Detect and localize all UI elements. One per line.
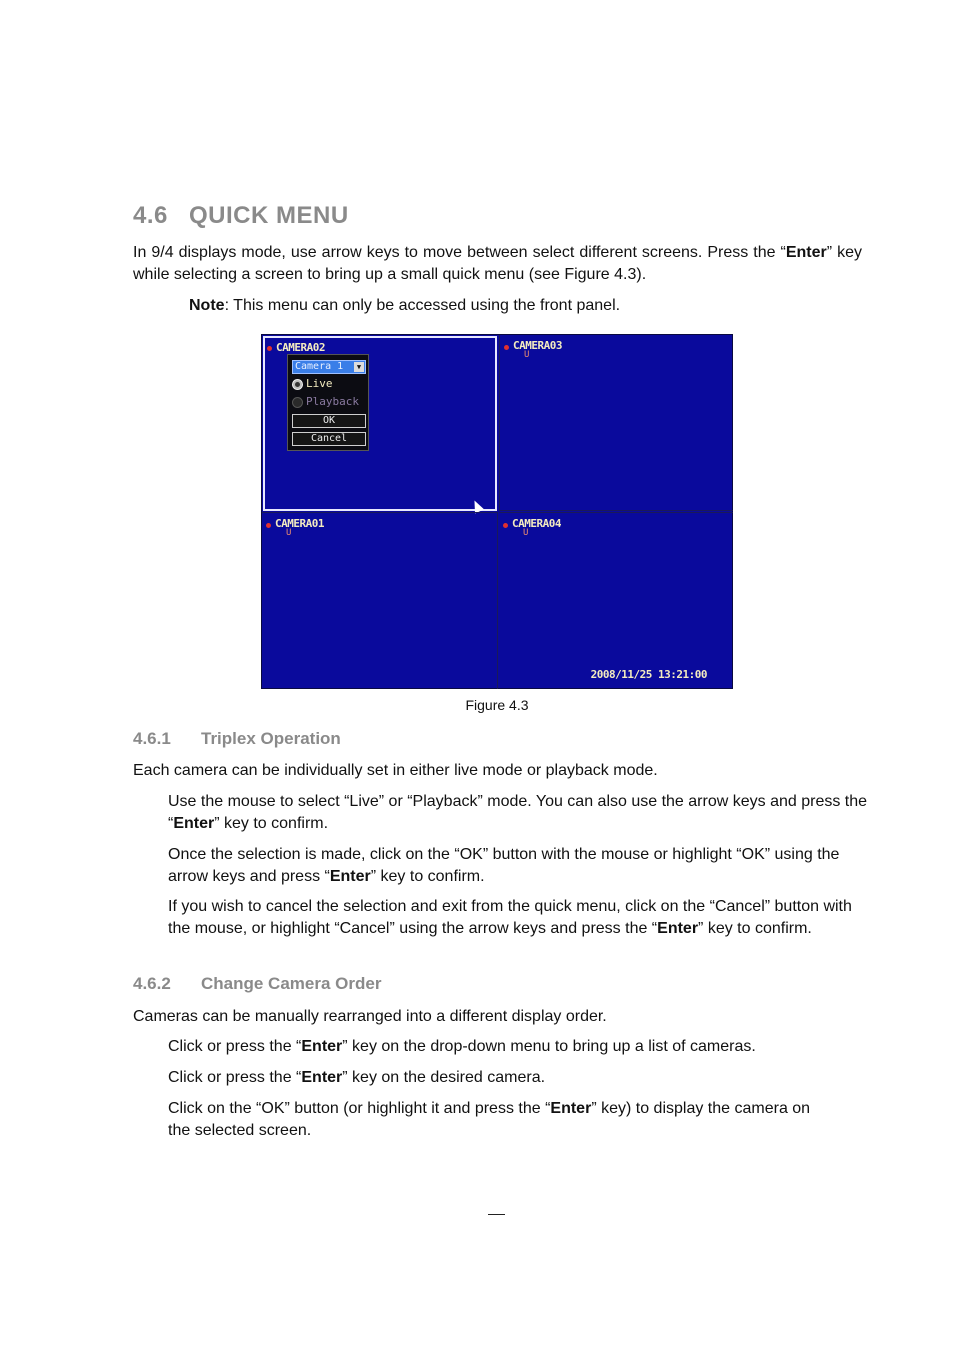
list-item: Click or press the “Enter” key on the drop-down menu to bring up a list of cameras. bbox=[168, 1038, 756, 1055]
camera-select[interactable]: Camera 1 ▼ bbox=[292, 360, 366, 374]
section-title: QUICK MENU bbox=[189, 202, 349, 229]
triplex-lead: Each camera can be individually set in either live mode or playback mode. bbox=[133, 762, 658, 779]
radio-live[interactable] bbox=[292, 379, 303, 390]
cancel-button[interactable]: Cancel bbox=[292, 432, 366, 446]
option-playback-label: Playback bbox=[306, 395, 359, 408]
section-heading bbox=[133, 202, 349, 230]
camera-pane-bottom-right[interactable] bbox=[499, 512, 733, 689]
subsection-heading-camera-order: 4.6.2 Change Camera Order bbox=[133, 974, 382, 993]
u-marker: U bbox=[524, 350, 530, 360]
record-indicator-icon bbox=[504, 345, 509, 350]
record-indicator-icon bbox=[267, 346, 272, 351]
subsection-heading-triplex: 4.6.1 Triplex Operation bbox=[133, 729, 341, 748]
intro-paragraph: In 9/4 displays mode, use arrow keys to move between select different screens. Press the “Enter” key while selecting a screen to bring up a small quick menu (see Figure 4.3). bbox=[133, 244, 862, 283]
camera-label: CAMERA04 bbox=[512, 517, 561, 530]
list-item: Click or press the “Enter” key on the desired camera. bbox=[168, 1069, 546, 1086]
dvr-screen-figure bbox=[261, 334, 733, 689]
u-marker: U bbox=[286, 528, 292, 538]
record-indicator-icon bbox=[503, 523, 508, 528]
u-marker: U bbox=[523, 528, 529, 538]
option-live-label: Live bbox=[306, 377, 333, 390]
section-number: 4.6 bbox=[133, 202, 168, 229]
chevron-down-icon[interactable]: ▼ bbox=[354, 362, 364, 372]
camera-label: CAMERA02 bbox=[276, 341, 325, 354]
camera-pane-bottom-left[interactable] bbox=[262, 512, 498, 689]
timestamp: 2008/11/25 13:21:00 bbox=[590, 668, 707, 681]
list-item: If you wish to cancel the selection and exit from the quick menu, click on the “Cancel” button with the mouse, or highlight “Cancel” using the arrow keys and press the “Enter” key to confirm. bbox=[168, 898, 852, 937]
camera-label: CAMERA03 bbox=[513, 339, 562, 352]
list-item: Click on the “OK” button (or highlight it and press the “Enter” key) to display the camera on the selected screen. bbox=[168, 1100, 811, 1139]
quick-menu bbox=[287, 354, 369, 451]
footer-divider bbox=[488, 1214, 505, 1215]
camera-order-lead: Cameras can be manually rearranged into a different display order. bbox=[133, 1008, 607, 1025]
camera-pane-top-right[interactable] bbox=[499, 335, 733, 511]
note: Note: This menu can only be accessed using the front panel. bbox=[189, 297, 621, 314]
ok-button[interactable]: OK bbox=[292, 414, 366, 428]
record-indicator-icon bbox=[266, 523, 271, 528]
camera-label: CAMERA01 bbox=[275, 517, 324, 530]
camera-pane-top-left[interactable] bbox=[263, 336, 497, 511]
list-item: Once the selection is made, click on the “OK” button with the mouse or highlight “OK” using the arrow keys and press “Enter” key to confirm. bbox=[168, 846, 840, 885]
radio-playback[interactable] bbox=[292, 397, 303, 408]
figure-caption: Figure 4.3 bbox=[465, 697, 529, 713]
list-item: Use the mouse to select “Live” or “Playback” mode. You can also use the arrow keys and press the “Enter” key to confirm. bbox=[168, 793, 868, 832]
